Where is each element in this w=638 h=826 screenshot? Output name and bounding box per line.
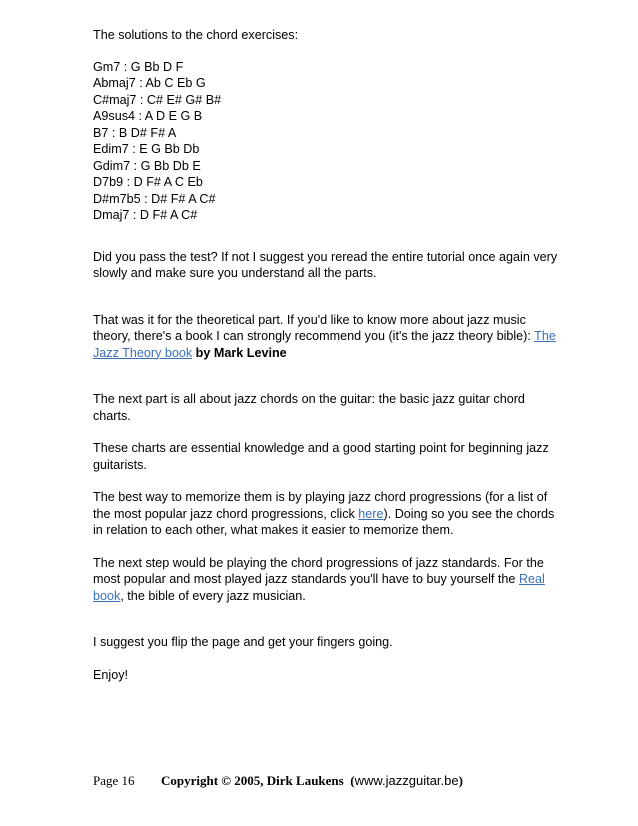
theory-author: by Mark Levine bbox=[192, 345, 287, 360]
standards-paragraph bbox=[93, 555, 563, 605]
theory-paragraph bbox=[93, 312, 563, 362]
chord-solution: C#maj7 : C# E# G# B# bbox=[93, 92, 222, 107]
footer-paren-close: ) bbox=[458, 773, 463, 788]
chord-progressions-link[interactable]: here bbox=[358, 506, 384, 521]
test-paragraph: Did you pass the test? If not I suggest you reread the entire tutorial once again very slowly and make sure you understand all the parts. bbox=[93, 249, 558, 280]
chord-solution: Dmaj7 : D F# A C# bbox=[93, 208, 198, 222]
chord-solution: Edim7 : E G Bb Db bbox=[93, 142, 200, 156]
next-part-paragraph: The next part is all about jazz chords on the guitar: the basic jazz guitar chord charts. bbox=[93, 392, 525, 423]
charts-paragraph: These charts are essential knowledge and a good starting point for beginning jazz guitarists. bbox=[93, 441, 549, 472]
solutions-heading: The solutions to the chord exercises: bbox=[93, 28, 299, 42]
page-content bbox=[93, 27, 563, 699]
website-link[interactable]: www.jazzguitar.be bbox=[354, 773, 459, 788]
jazz-theory-book-link[interactable]: The Jazz Theory book bbox=[93, 329, 556, 360]
chord-solutions-list bbox=[93, 59, 563, 224]
chord-solution: Gm7 : G Bb D F bbox=[93, 59, 184, 74]
chord-solution: Abmaj7 : Ab C Eb G bbox=[93, 76, 206, 90]
page-number: Page 16 bbox=[93, 773, 135, 788]
flip-paragraph: I suggest you flip the page and get your fingers going. bbox=[93, 635, 393, 649]
chord-solution: D#m7b5 : D# F# A C# bbox=[93, 191, 216, 206]
copyright-notice: Copyright © 2005, Dirk Laukens bbox=[161, 773, 344, 788]
standards-text-after: , the bible of every jazz musician. bbox=[120, 588, 306, 603]
chord-solution: Gdim7 : G Bb Db E bbox=[93, 158, 201, 173]
standards-text: The next step would be playing the chord progressions of jazz standards. For the most popular and most played jazz standards you'll have to buy yourself the bbox=[93, 555, 544, 586]
footer-paren-open: ( bbox=[350, 773, 355, 788]
memorize-text-after: ). Doing so you see the chords in relation to each other, what makes it easier to memorize them. bbox=[93, 506, 555, 537]
page-footer bbox=[93, 773, 573, 789]
enjoy-paragraph: Enjoy! bbox=[93, 667, 129, 682]
chord-solution: A9sus4 : A D E G B bbox=[93, 109, 203, 123]
chord-solution: D7b9 : D F# A C Eb bbox=[93, 175, 203, 189]
memorize-paragraph bbox=[93, 489, 563, 539]
real-book-link[interactable]: Real book bbox=[93, 572, 545, 603]
chord-solution: B7 : B D# F# A bbox=[93, 125, 177, 140]
memorize-text: The best way to memorize them is by playing jazz chord progressions (for a list of the most popular jazz chord progressions, click bbox=[93, 490, 548, 521]
theory-text: That was it for the theoretical part. If you'd like to know more about jazz music theory, there's a book I can strongly recommend you (it's the jazz theory bible): bbox=[93, 312, 535, 343]
